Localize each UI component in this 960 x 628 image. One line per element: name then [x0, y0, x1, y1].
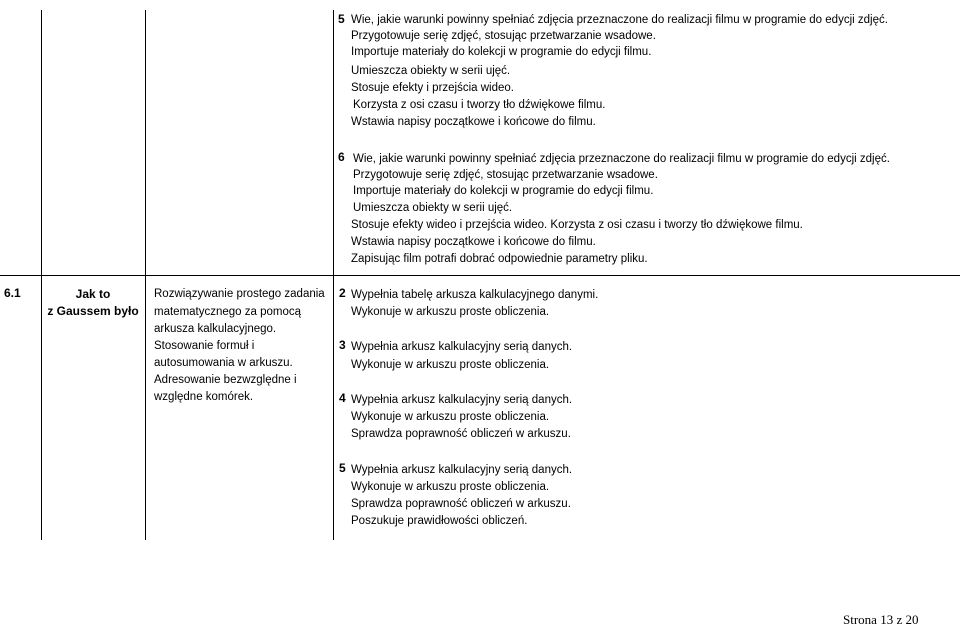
level-number: 2: [339, 286, 346, 300]
requirement-line: Wstawia napisy początkowe i końcowe do filmu.: [351, 236, 596, 248]
requirement-line: Przygotowuje serię zdjęć, stosując przetwarzanie wsadowe.: [353, 169, 658, 181]
requirement-line: Poszukuje prawidłowości obliczeń.: [351, 515, 528, 527]
requirement-line: Wstawia napisy początkowe i końcowe do filmu.: [351, 116, 596, 128]
requirement-line: Wypełnia tabelę arkusza kalkulacyjnego danymi.: [351, 289, 599, 301]
level-number: 5: [339, 461, 346, 475]
requirement-line: Przygotowuje serię zdjęć, stosując przetwarzanie wsadowe.: [351, 30, 656, 42]
requirement-line: Wykonuje w arkuszu proste obliczenia.: [351, 306, 550, 318]
skill-line: matematycznego za pomocą: [154, 306, 302, 318]
skill-line: Adresowanie bezwzględne i: [154, 374, 297, 386]
level-number: 4: [339, 391, 346, 405]
requirement-line: Sprawdza poprawność obliczeń w arkuszu.: [351, 428, 571, 440]
skill-line: arkusza kalkulacyjnego.: [154, 323, 277, 335]
requirement-line: Wypełnia arkusz kalkulacyjny serią danych.: [351, 341, 573, 353]
requirement-line: Zapisując film potrafi dobrać odpowiednie parametry pliku.: [351, 253, 648, 265]
requirement-line: Wypełnia arkusz kalkulacyjny serią danych.: [351, 394, 573, 406]
requirement-line: Wie, jakie warunki powinny spełniać zdjęcia przeznaczone do realizacji filmu w programie do edycji zdjęć.: [353, 153, 890, 165]
requirement-line: Importuje materiały do kolekcji w programie do edycji filmu.: [353, 185, 654, 197]
requirement-line: Wykonuje w arkuszu proste obliczenia.: [351, 411, 550, 423]
requirement-line: Sprawdza poprawność obliczeń w arkuszu.: [351, 498, 571, 510]
section-number: 6.1: [4, 286, 21, 300]
skill-line: autosumowania w arkuszu.: [154, 357, 293, 369]
requirement-line: Wypełnia arkusz kalkulacyjny serią danych.: [351, 464, 573, 476]
skill-line: względne komórek.: [154, 391, 254, 403]
requirement-line: Wie, jakie warunki powinny spełniać zdjęcia przeznaczone do realizacji filmu w programie do edycji zdjęć.: [351, 14, 888, 26]
requirement-line: Stosuje efekty wideo i przejścia wideo. Korzysta z osi czasu i tworzy tło dźwiękowe filmu.: [351, 219, 803, 231]
requirement-line: Wykonuje w arkuszu proste obliczenia.: [351, 359, 550, 371]
requirement-line: Korzysta z osi czasu i tworzy tło dźwiękowe filmu.: [353, 99, 606, 111]
level-number: 5: [338, 12, 345, 26]
row-divider-section: [0, 275, 960, 276]
page-number-footer: Strona 13 z 20: [843, 612, 919, 627]
section-topic-line: Jak to: [75, 287, 111, 301]
skill-line: Rozwiązywanie prostego zadania: [154, 288, 325, 300]
skill-line: Stosowanie formuł i: [154, 340, 255, 352]
requirement-line: Umieszcza obiekty w serii ujęć.: [353, 202, 513, 214]
level-number: 3: [339, 338, 346, 352]
requirement-line: Wykonuje w arkuszu proste obliczenia.: [351, 481, 550, 493]
requirement-line: Importuje materiały do kolekcji w programie do edycji filmu.: [351, 46, 652, 58]
requirement-line: Umieszcza obiekty w serii ujęć.: [351, 65, 511, 77]
requirement-line: Stosuje efekty i przejścia wideo.: [351, 82, 514, 94]
section-topic-line: z Gaussem było: [47, 304, 139, 318]
level-number: 6: [338, 150, 345, 164]
